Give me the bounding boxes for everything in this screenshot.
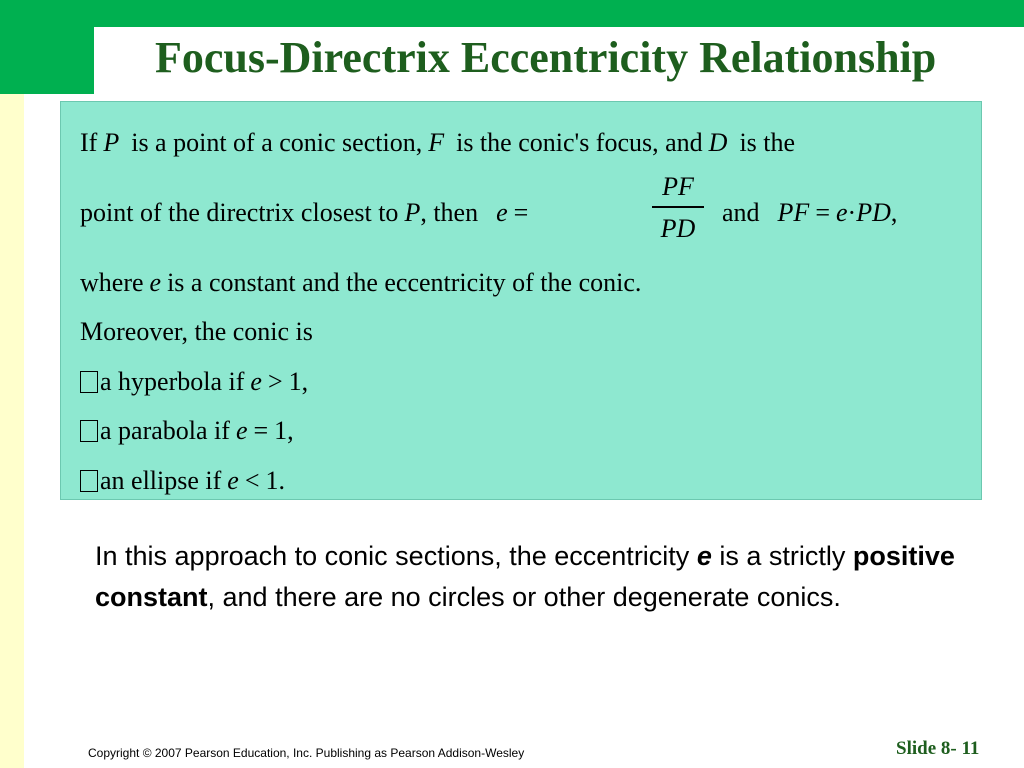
bullet-var: e [235, 416, 248, 445]
equals-sign: = [513, 198, 529, 227]
definition-line-3 [80, 268, 641, 298]
definition-line-1 [80, 128, 795, 158]
note-text-2: is a strictly [719, 541, 846, 571]
text-then: , then [420, 198, 479, 227]
dot-operator: · [847, 198, 857, 227]
corner-accent-square [0, 0, 94, 94]
bullet-end: , [287, 416, 294, 445]
note-text-1: In this approach to conic sections, the eccentricity [95, 541, 690, 571]
definition-line-2 [80, 198, 528, 228]
bullet-op: > [267, 367, 283, 396]
bullet-val: 1 [288, 367, 302, 396]
bullet-box-icon [80, 420, 98, 442]
bullet-box-icon [80, 470, 98, 492]
definition-line-2-right [722, 198, 897, 228]
var-e-3: e [149, 268, 162, 297]
bullet-text: a hyperbola if [100, 367, 245, 396]
fraction-numerator: PF [662, 172, 694, 201]
text-is-the: is the [739, 128, 796, 157]
eccentricity-fraction [652, 172, 704, 244]
copyright-footer: Copyright © 2007 Pearson Education, Inc. Publishing as Pearson Addison-Wesley [88, 746, 525, 760]
bullet-box-icon [80, 371, 98, 393]
bullet-end: . [278, 466, 286, 495]
slide-title: Focus-Directrix Eccentricity Relationship [155, 33, 937, 82]
text-constant: is a constant and the eccentricity of the conic. [167, 268, 642, 297]
text-where: where [80, 268, 144, 297]
var-f: F [428, 128, 445, 157]
definition-line-4: Moreover, the conic is [80, 317, 313, 346]
top-accent-bar [94, 0, 1024, 27]
var-e-2: e [835, 198, 848, 227]
bullet-text: an ellipse if [100, 466, 222, 495]
left-accent-bar [0, 0, 24, 768]
var-pf: PF [777, 198, 810, 227]
text-point-of-conic: is a point of a conic section, [131, 128, 423, 157]
text-and: and [722, 198, 760, 227]
bullet-op: < [244, 466, 260, 495]
var-d: D [708, 128, 728, 157]
bullet-op: = [253, 416, 269, 445]
bullet-val: 1 [274, 416, 288, 445]
var-p: P [103, 128, 120, 157]
bullet-ellipse [80, 466, 285, 496]
text-directrix: point of the directrix closest to [80, 198, 399, 227]
bullet-end: , [301, 367, 309, 396]
slide-number: Slide 8- 11 [896, 738, 980, 759]
fraction-denominator: PD [660, 214, 696, 243]
bullet-parabola [80, 416, 294, 446]
var-p-2: P [404, 198, 421, 227]
comma: , [890, 198, 898, 227]
text-focus: is the conic's focus, and [456, 128, 703, 157]
note-bold-phrase: positive constant [95, 541, 955, 612]
bullet-text: a parabola if [100, 416, 230, 445]
bullet-var: e [227, 466, 239, 495]
note-text-3: , and there are no circles or other degenerate conics. [207, 582, 841, 612]
var-e: e [496, 198, 508, 227]
var-pd: PD [856, 198, 891, 227]
eccentricity-note [95, 536, 975, 618]
bullet-hyperbola [80, 367, 308, 397]
fraction-bar [652, 206, 704, 208]
bullet-val: 1 [265, 466, 279, 495]
equals-sign-2: = [815, 198, 830, 227]
note-var-e: e [696, 541, 712, 571]
text-if: If [80, 128, 98, 157]
bullet-var: e [250, 367, 262, 396]
